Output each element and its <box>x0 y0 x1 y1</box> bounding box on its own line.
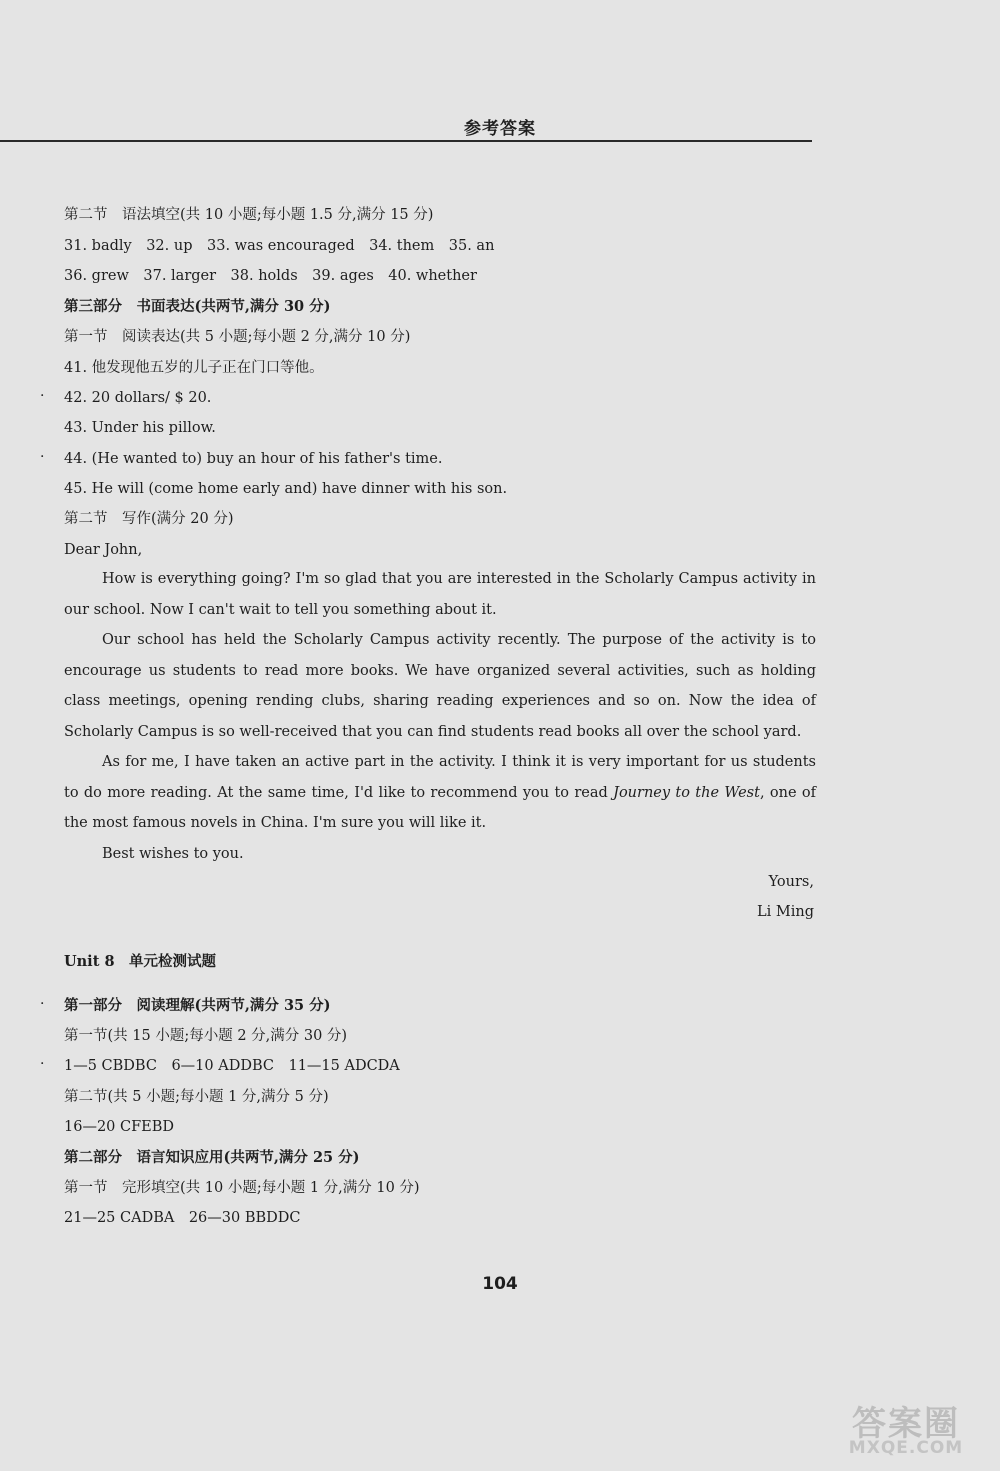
letter-paragraph-2: Our school has held the Scholarly Campus activity recently. The purpose of the activity is to encourage us students to read more books. We have organized several activities, such as holding class meetings, opening rending clubs, sharing reading experiences and so on. Now the idea of Scholarly Campus is so well-received that you can find students read books all over the school yard. <box>64 632 816 740</box>
header-rule <box>0 140 812 142</box>
grammar-answers-row-1: 31. badly 32. up 33. was encouraged 34. them 35. an <box>64 238 495 254</box>
unit8-section2-heading: 第二节(共 5 小题;每小题 1 分,满分 5 分) <box>64 1089 329 1105</box>
writing-section-heading: 第二节 写作(满分 20 分) <box>64 511 234 527</box>
answer-41: 41. 他发现他五岁的儿子正在门口等他。 <box>64 360 324 376</box>
watermark-text: 答案圈 <box>852 1404 960 1444</box>
reading-expression-heading: 第一节 阅读表达(共 5 小题;每小题 2 分,满分 10 分) <box>64 329 411 345</box>
margin-dot: · <box>40 388 45 404</box>
letter-signature: Li Ming <box>757 904 814 920</box>
letter-paragraph-3 <box>64 747 816 839</box>
unit8-cloze-heading: 第一节 完形填空(共 10 小题;每小题 1 分,满分 10 分) <box>64 1180 420 1196</box>
letter-signoff: Yours, <box>768 874 814 890</box>
unit8-title: Unit 8 单元检测试题 <box>64 953 217 970</box>
watermark-url: MXQE.COM <box>848 1438 964 1458</box>
unit8-cloze-answers: 21—25 CADBA 26—30 BBDDC <box>64 1210 301 1226</box>
letter-paragraph-1: How is everything going? I'm so glad that you are interested in the Scholarly Campus activity in our school. Now I can't wait to tell you something about it. <box>64 571 816 618</box>
answer-42: 42. 20 dollars/ $ 20. <box>64 390 212 406</box>
part3-heading: 第三部分 书面表达(共两节,满分 30 分) <box>64 298 331 315</box>
letter-closing-wish: Best wishes to you. <box>102 845 244 862</box>
page-number: 104 <box>482 1274 518 1294</box>
page-header-title: 参考答案 <box>464 119 536 139</box>
unit8-part2-heading: 第二部分 语言知识应用(共两节,满分 25 分) <box>64 1149 360 1166</box>
letter-salutation: Dear John, <box>64 542 143 558</box>
margin-dot: · <box>40 996 45 1012</box>
answer-44: 44. (He wanted to) buy an hour of his father's time. <box>64 451 443 467</box>
watermark-logo <box>822 1396 990 1460</box>
letter-paragraph-3-start: As for me, I have taken an active part in the activity. I think it is very important for us students to do more reading. At the same time, I'd like to recommend you to read <box>64 754 816 801</box>
answer-45: 45. He will (come home early and) have dinner with his son. <box>64 481 508 497</box>
answer-43: 43. Under his pillow. <box>64 420 216 436</box>
unit8-section1-heading: 第一节(共 15 小题;每小题 2 分,满分 30 分) <box>64 1028 348 1044</box>
book-title: Journey to the West <box>613 784 760 801</box>
letter-paragraph-3-end: , one of the most famous novels in China. I'm sure you will like it. <box>64 784 816 831</box>
unit8-section2-answers: 16—20 CFEBD <box>64 1119 175 1135</box>
letter-body <box>64 564 816 869</box>
unit8-section1-answers: 1—5 CBDBC 6—10 ADDBC 11—15 ADCDA <box>64 1058 400 1074</box>
unit8-part1-heading: 第一部分 阅读理解(共两节,满分 35 分) <box>64 997 331 1014</box>
grammar-section-heading: 第二节 语法填空(共 10 小题;每小题 1.5 分,满分 15 分) <box>64 207 434 223</box>
grammar-answers-row-2: 36. grew 37. larger 38. holds 39. ages 40. whether <box>64 268 477 284</box>
margin-dot: · <box>40 449 45 465</box>
margin-dot: · <box>40 1056 45 1072</box>
